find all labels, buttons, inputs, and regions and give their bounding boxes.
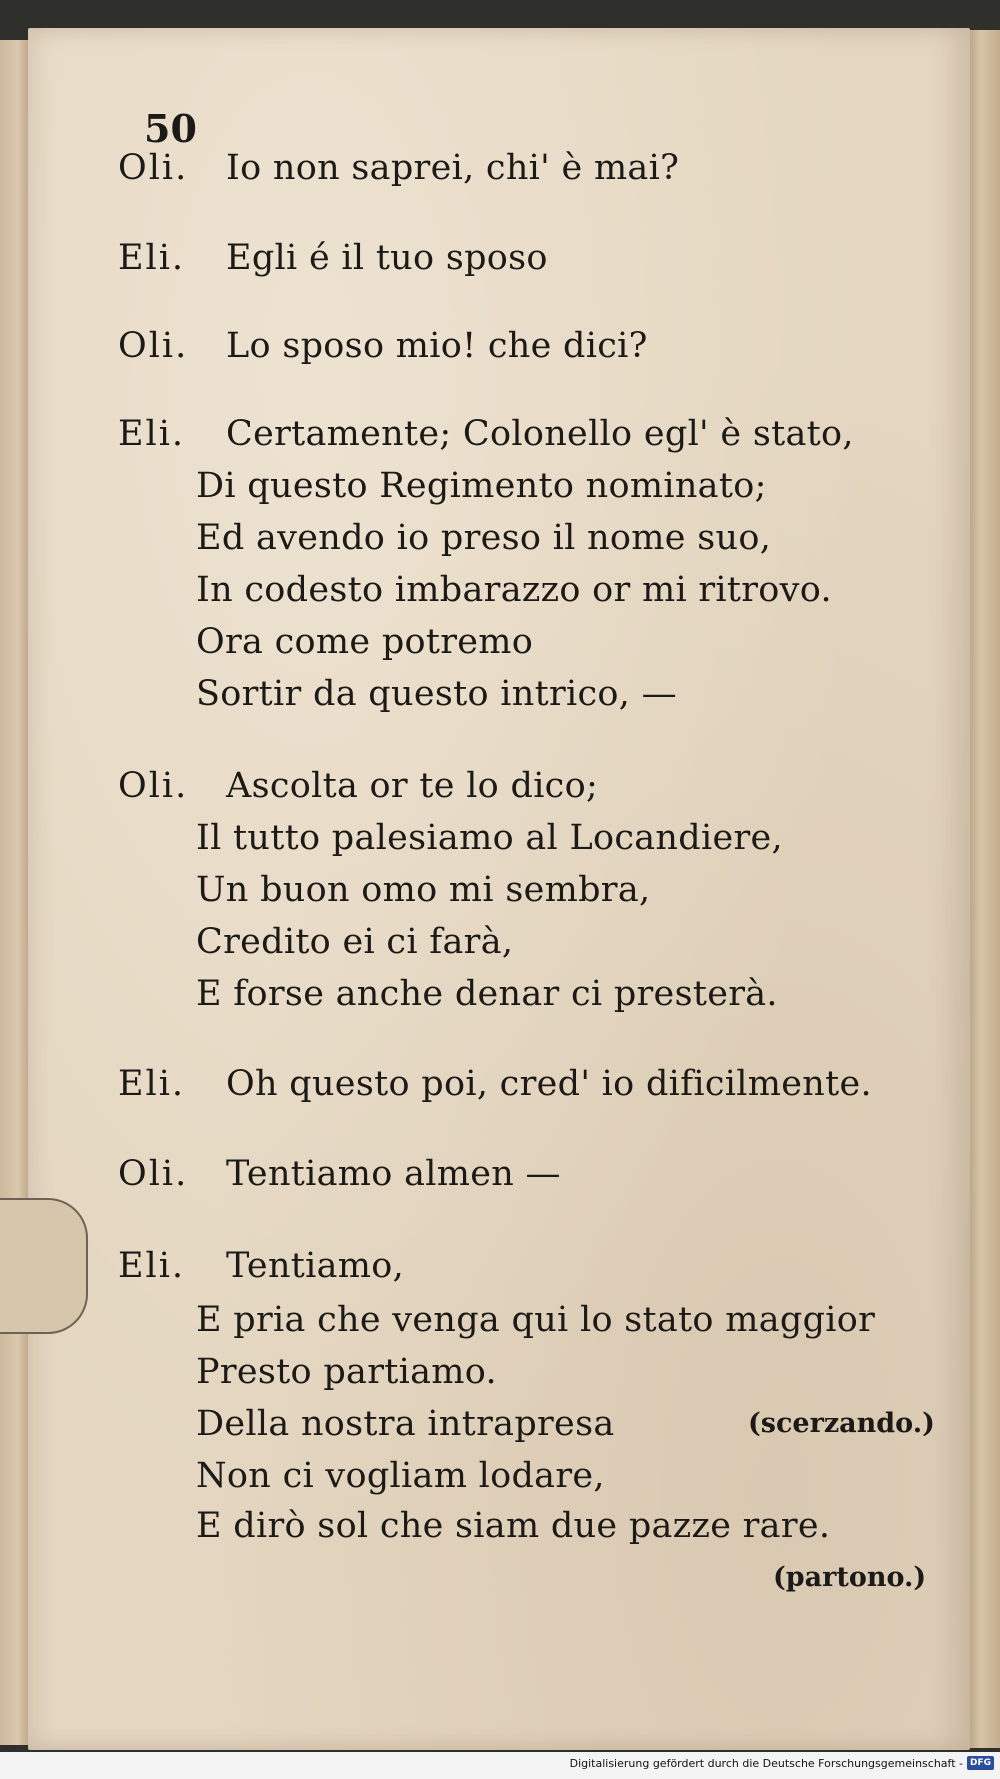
speech-line — [118, 238, 548, 278]
verse-line: Sortir da questo intrico, — — [196, 674, 677, 714]
footer-bar — [0, 1752, 1000, 1779]
left-page-edge — [0, 40, 30, 1745]
speech-line — [118, 1246, 404, 1286]
verse-line: Un buon omo mi sembra, — [196, 870, 651, 910]
page-tab — [0, 1198, 88, 1334]
verse-line: Di questo Regimento nominato; — [196, 466, 767, 506]
speaker-name: Oli. — [118, 326, 189, 366]
dialogue-text: Lo sposo mio! che dici? — [226, 326, 648, 366]
verse-line: Non ci vogliam lodare, — [196, 1456, 605, 1496]
page-text — [28, 28, 970, 1750]
speaker-name: Eli. — [118, 238, 186, 278]
speaker-name: Oli. — [118, 148, 189, 188]
speaker-name: Oli. — [118, 1154, 189, 1194]
right-page-edge — [968, 30, 1000, 1748]
dfg-logo: DFG — [967, 1756, 994, 1770]
speech-line — [118, 414, 854, 454]
attribution — [570, 1756, 994, 1770]
verse-line: E pria che venga qui lo stato maggior — [196, 1300, 876, 1340]
verse-line: E forse anche denar ci presterà. — [196, 974, 778, 1014]
speech-line — [118, 326, 648, 366]
verse-line: E dirò sol che siam due pazze rare. — [196, 1506, 831, 1546]
speaker-name: Eli. — [118, 1064, 186, 1104]
verse-line: Il tutto palesiamo al Locandiere, — [196, 818, 783, 858]
speaker-name: Eli. — [118, 414, 186, 454]
dialogue-text: Oh questo poi, cred' io dificilmente. — [226, 1064, 872, 1104]
verse-line: Ed avendo io preso il nome suo, — [196, 518, 772, 558]
verse-line: Presto partiamo. — [196, 1352, 497, 1392]
verse-line: Credito ei ci farà, — [196, 922, 514, 962]
stage-direction-partono: (partono.) — [773, 1562, 927, 1593]
speech-line — [118, 1154, 561, 1194]
dialogue-text: Egli é il tuo sposo — [226, 238, 548, 278]
dialogue-text: Io non saprei, chi' è mai? — [226, 148, 680, 188]
dialogue-text: Certamente; Colonello egl' è stato, — [226, 414, 854, 454]
dialogue-text: Ascolta or te lo dico; — [226, 766, 599, 806]
page-number: 50 — [144, 106, 197, 151]
verse-line: Ora come potremo — [196, 622, 534, 662]
dialogue-text: Tentiamo, — [226, 1246, 405, 1286]
speaker-name: Oli. — [118, 766, 189, 806]
dialogue-text: Tentiamo almen — — [226, 1154, 561, 1194]
speech-line — [118, 148, 679, 188]
speech-line — [118, 1064, 872, 1104]
speaker-name: Eli. — [118, 1246, 186, 1286]
stage-direction-scerzando: (scerzando.) — [748, 1408, 935, 1439]
verse-line: In codesto imbarazzo or mi ritrovo. — [196, 570, 832, 610]
book-page — [28, 28, 970, 1750]
verse-line: Della nostra intrapresa — [196, 1404, 615, 1444]
attribution-text: Digitalisierung gefördert durch die Deutsche Forschungsgemeinschaft - — [569, 1756, 963, 1770]
speech-line — [118, 766, 598, 806]
